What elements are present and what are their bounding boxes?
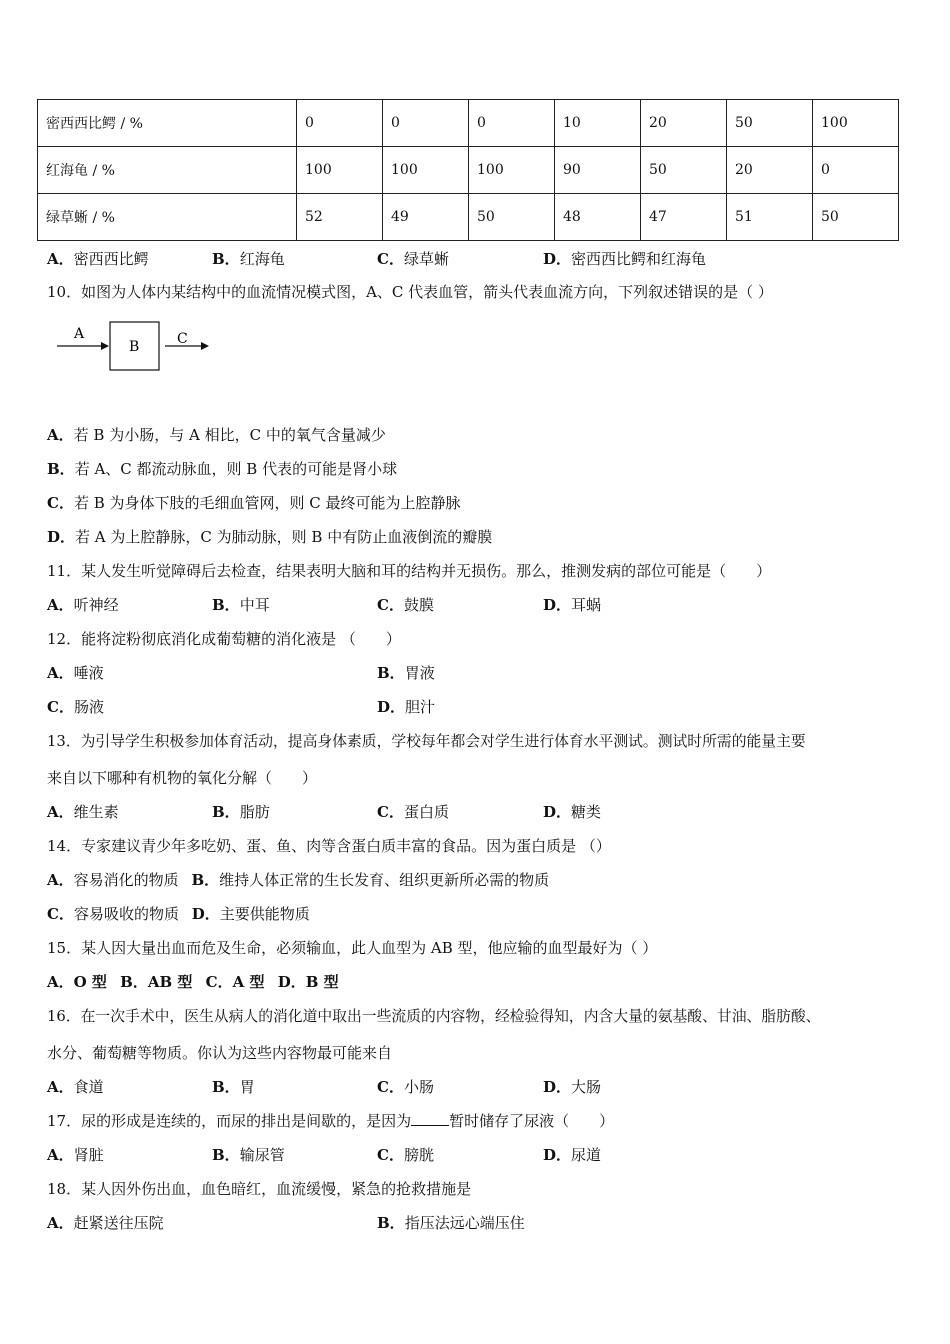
option-b[interactable] xyxy=(377,1212,525,1233)
option-text: 蛋白质 xyxy=(403,803,449,821)
row-label: 红海龟 / % xyxy=(38,147,297,194)
option-a[interactable] xyxy=(47,1212,164,1233)
option-letter: C． xyxy=(47,698,74,716)
option-d[interactable] xyxy=(543,1144,601,1165)
arrowhead-icon xyxy=(201,342,209,350)
option-letter: B． xyxy=(47,460,75,478)
option-text: 膀胱 xyxy=(403,1146,434,1164)
option-letter: D． xyxy=(543,1078,572,1096)
option-text: AB 型 xyxy=(147,973,193,991)
answer-blank[interactable] xyxy=(411,1111,449,1126)
question-13-stem: 13．为引导学生积极参加体育活动，提高身体素质，学校每年都会对学生进行体育水平测试。测试时所需的能量主要 xyxy=(47,733,806,750)
table-cell: 20 xyxy=(727,147,813,194)
option-text: 中耳 xyxy=(239,596,270,614)
option-text: 鼓膜 xyxy=(403,596,434,614)
option-text: 若 B 为小肠，与 A 相比，C 中的氧气含量减少 xyxy=(73,426,386,444)
vessel-c-label: C xyxy=(177,331,188,347)
option-text: B 型 xyxy=(305,973,339,991)
option-a[interactable] xyxy=(47,871,179,889)
table-cell: 51 xyxy=(727,194,813,241)
option-letter: A． xyxy=(47,250,74,268)
table-cell: 0 xyxy=(469,100,555,147)
arrowhead-icon xyxy=(101,342,109,350)
option-letter: B． xyxy=(377,1214,405,1232)
option-b[interactable] xyxy=(212,1144,285,1165)
option-text: 主要供能物质 xyxy=(219,905,310,923)
question-15-stem: 15．某人因大量出血而危及生命，必须输血，此人血型为 AB 型，他应输的血型最好为（ ） xyxy=(47,939,658,957)
option-text: 肠液 xyxy=(73,698,104,716)
question-10-stem: 10．如图为人体内某结构中的血流情况模式图，A、C 代表血管，箭头代表血流方向，下列叙述错误的是（ ） xyxy=(47,283,773,301)
option-d[interactable] xyxy=(377,696,435,717)
option-text: 食道 xyxy=(73,1078,104,1096)
table-cell: 100 xyxy=(297,147,383,194)
option-c[interactable] xyxy=(377,1076,434,1097)
option-letter: B． xyxy=(212,803,240,821)
option-letter: C． xyxy=(205,973,233,991)
option-b[interactable] xyxy=(377,662,435,683)
table-cell: 20 xyxy=(641,100,727,147)
option-b[interactable] xyxy=(212,594,270,615)
table-row xyxy=(38,147,899,194)
option-d[interactable] xyxy=(543,801,601,822)
table-cell: 100 xyxy=(813,100,899,147)
question-11-stem: 11．某人发生听觉障碍后去检查，结果表明大脑和耳的结构并无损伤。那么，推测发病的部位可能是（ ） xyxy=(47,562,772,580)
data-table xyxy=(37,99,899,241)
option-text: 唾液 xyxy=(73,664,104,682)
option-b[interactable] xyxy=(191,871,549,889)
option-text: 若 A、C 都流动脉血，则 B 代表的可能是肾小球 xyxy=(74,460,398,478)
option-text: 胆汁 xyxy=(405,698,436,716)
stem-text: 暂时储存了尿液（ ） xyxy=(449,1112,615,1130)
option-a[interactable] xyxy=(47,801,119,822)
option-text: 红海龟 xyxy=(239,250,285,268)
option-a[interactable] xyxy=(47,248,149,269)
option-d[interactable] xyxy=(543,594,601,615)
option-text: 小肠 xyxy=(403,1078,434,1096)
option-text: 大肠 xyxy=(571,1078,602,1096)
option-c[interactable] xyxy=(47,905,179,923)
stem-text: 17．尿的形成是连续的，而尿的排出是间歇的，是因为 xyxy=(47,1112,412,1130)
option-text: 耳蜗 xyxy=(571,596,602,614)
option-text: 糖类 xyxy=(571,803,602,821)
options-row xyxy=(47,903,310,924)
option-text: 若 A 为上腔静脉，C 为肺动脉，则 B 中有防止血液倒流的瓣膜 xyxy=(75,528,493,546)
option-a[interactable] xyxy=(47,594,119,615)
table-cell: 0 xyxy=(813,147,899,194)
option-d[interactable] xyxy=(278,973,339,991)
option-b[interactable] xyxy=(212,1076,255,1097)
option-text: 指压法远心端压住 xyxy=(404,1214,525,1232)
option-letter: D． xyxy=(543,1146,572,1164)
option-text: 维持人体正常的生长发育、组织更新所必需的物质 xyxy=(219,871,550,889)
option-letter: B． xyxy=(120,973,148,991)
option-d[interactable] xyxy=(192,905,310,923)
row-label: 密西西比鳄 / % xyxy=(38,100,297,147)
option-letter: D． xyxy=(543,250,572,268)
question-16-stem-cont: 水分、葡萄糖等物质。你认为这些内容物最可能来自 xyxy=(47,1044,393,1062)
options-row xyxy=(47,971,339,992)
table-cell: 50 xyxy=(641,147,727,194)
option-letter: B． xyxy=(191,871,220,889)
option-a[interactable] xyxy=(47,973,107,991)
options-row xyxy=(47,869,549,890)
question-18-stem: 18．某人因外伤出血，血色暗红，血流缓慢，紧急的抢救措施是 xyxy=(47,1180,472,1198)
option-c[interactable] xyxy=(206,973,265,991)
option-letter: A． xyxy=(47,1214,74,1232)
question-17-stem xyxy=(47,1110,614,1131)
option-letter: A． xyxy=(47,803,74,821)
option-c[interactable] xyxy=(377,1144,434,1165)
option-letter: C． xyxy=(47,905,74,923)
option-text: A 型 xyxy=(232,973,265,991)
option-c[interactable] xyxy=(377,594,434,615)
option-letter: A． xyxy=(47,426,74,444)
option-letter: D． xyxy=(191,905,220,923)
table-cell: 48 xyxy=(555,194,641,241)
option-letter: B． xyxy=(212,1146,240,1164)
table-cell: 0 xyxy=(383,100,469,147)
option-text: O 型 xyxy=(73,973,107,991)
option-a[interactable] xyxy=(47,1076,104,1097)
option-text: 胃液 xyxy=(404,664,435,682)
option-letter: D． xyxy=(543,803,572,821)
structure-b-label: B xyxy=(129,339,140,355)
option-letter: B． xyxy=(377,664,405,682)
option-text: 尿道 xyxy=(571,1146,602,1164)
option-b[interactable] xyxy=(212,801,270,822)
table-cell: 50 xyxy=(469,194,555,241)
option-letter: C． xyxy=(377,1078,404,1096)
option-letter: A． xyxy=(47,1146,74,1164)
option-letter: D． xyxy=(543,596,572,614)
option-b[interactable] xyxy=(120,973,192,991)
blood-flow-diagram xyxy=(55,318,225,374)
table-cell: 0 xyxy=(297,100,383,147)
option-c[interactable] xyxy=(377,248,449,269)
option-a[interactable] xyxy=(47,424,386,445)
vessel-a-label: A xyxy=(74,326,85,342)
option-b[interactable] xyxy=(212,248,285,269)
question-12-stem: 12．能将淀粉彻底消化成葡萄糖的消化液是 （ ） xyxy=(47,630,401,648)
table-cell: 49 xyxy=(383,194,469,241)
option-c[interactable] xyxy=(47,492,461,513)
option-text: 若 B 为身体下肢的毛细血管网，则 C 最终可能为上腔静脉 xyxy=(73,494,461,512)
table-cell: 50 xyxy=(727,100,813,147)
option-text: 肾脏 xyxy=(73,1146,104,1164)
option-text: 密西西比鳄和红海龟 xyxy=(571,250,707,268)
option-letter: C． xyxy=(377,803,404,821)
table-row xyxy=(38,100,899,147)
option-letter: D． xyxy=(377,698,406,716)
table-cell: 90 xyxy=(555,147,641,194)
option-letter: C． xyxy=(377,1146,404,1164)
table-cell: 10 xyxy=(555,100,641,147)
option-text: 听神经 xyxy=(73,596,119,614)
option-letter: B． xyxy=(212,250,240,268)
option-text: 容易消化的物质 xyxy=(73,871,179,889)
table-cell: 52 xyxy=(297,194,383,241)
option-c[interactable] xyxy=(377,801,449,822)
option-text: 密西西比鳄 xyxy=(73,250,149,268)
option-text: 赶紧送往压院 xyxy=(73,1214,164,1232)
option-letter: B． xyxy=(212,1078,240,1096)
option-letter: C． xyxy=(377,596,404,614)
option-a[interactable] xyxy=(47,662,104,683)
option-letter: A． xyxy=(47,596,74,614)
option-letter: A． xyxy=(47,871,74,889)
question-16-stem: 16．在一次手术中，医生从病人的消化道中取出一些流质的内容物，经检验得知，内含大量的氨基酸、甘油、脂肪酸、 xyxy=(47,1008,821,1025)
option-text: 脂肪 xyxy=(239,803,270,821)
option-letter: A． xyxy=(47,1078,74,1096)
option-letter: D． xyxy=(277,973,306,991)
option-c[interactable] xyxy=(47,696,104,717)
table-cell: 47 xyxy=(641,194,727,241)
option-text: 绿草蜥 xyxy=(403,250,449,268)
table-cell: 50 xyxy=(813,194,899,241)
option-d[interactable] xyxy=(543,248,706,269)
option-b[interactable] xyxy=(47,458,397,479)
option-letter: A． xyxy=(47,973,74,991)
question-13-stem-cont: 来自以下哪种有机物的氧化分解（ ） xyxy=(47,769,318,787)
table-row xyxy=(38,194,899,241)
option-d[interactable] xyxy=(543,1076,601,1097)
option-text: 维生素 xyxy=(73,803,119,821)
option-text: 容易吸收的物质 xyxy=(73,905,179,923)
option-d[interactable] xyxy=(47,526,492,547)
option-letter: C． xyxy=(47,494,74,512)
option-letter: D． xyxy=(47,528,76,546)
option-letter: A． xyxy=(47,664,74,682)
option-letter: C． xyxy=(377,250,404,268)
table-cell: 100 xyxy=(383,147,469,194)
row-label: 绿草蜥 / % xyxy=(38,194,297,241)
table-cell: 100 xyxy=(469,147,555,194)
option-text: 胃 xyxy=(239,1078,255,1096)
question-14-stem: 14．专家建议青少年多吃奶、蛋、鱼、肉等含蛋白质丰富的食品。因为蛋白质是 （） xyxy=(47,837,611,855)
option-letter: B． xyxy=(212,596,240,614)
option-text: 输尿管 xyxy=(239,1146,285,1164)
option-a[interactable] xyxy=(47,1144,104,1165)
